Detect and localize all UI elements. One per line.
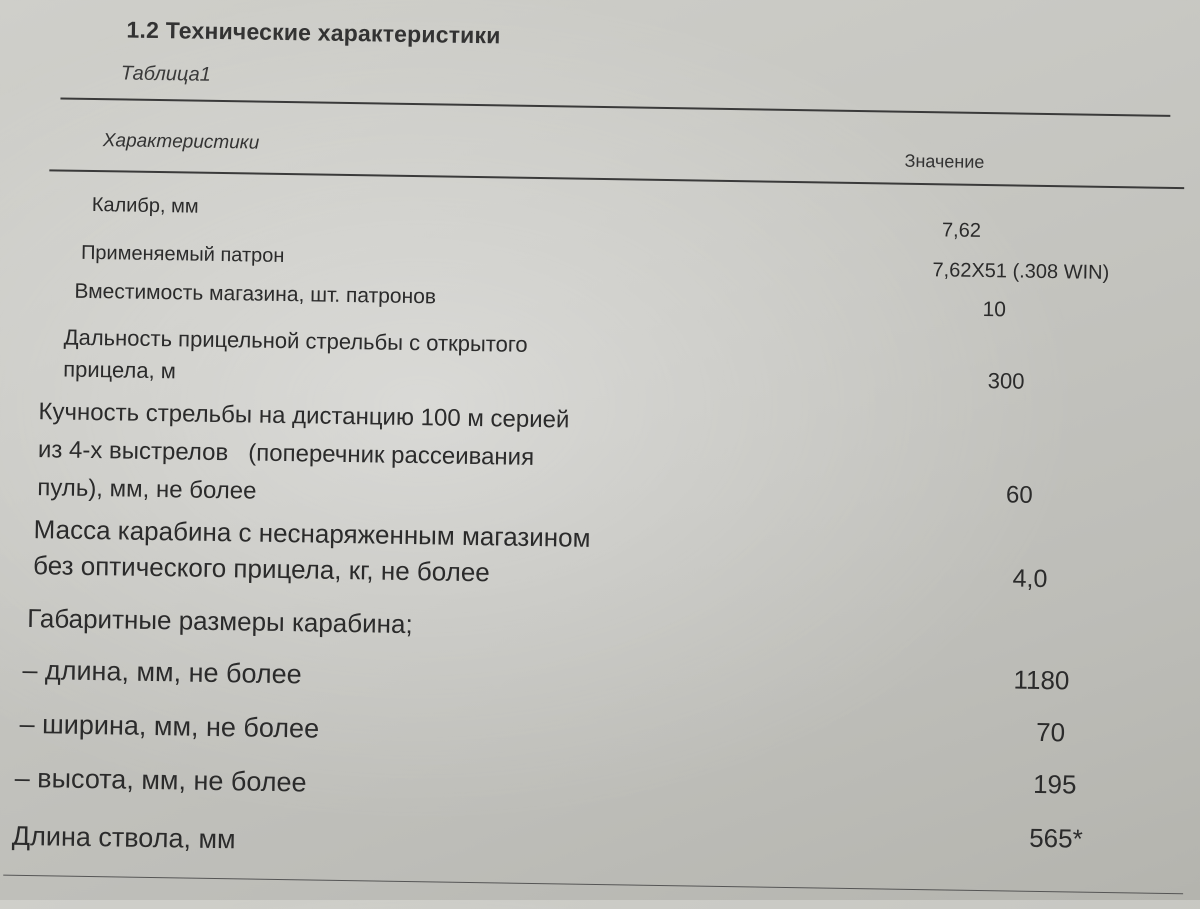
table-header-rule [49, 169, 1184, 189]
row-magazine-value: 10 [982, 297, 1007, 322]
section-title: 1.2 Технические характеристики [126, 16, 501, 49]
row-caliber-name: Калибр, мм [91, 193, 199, 218]
table-top-rule [60, 97, 1170, 116]
row-caliber-value: 7,62 [941, 219, 982, 242]
row-barrel-length-name: Длина ствола, мм [11, 820, 236, 855]
row-barrel-length-value: 565* [1028, 822, 1083, 854]
row-range-value: 300 [987, 368, 1025, 394]
row-mass-name-line: без оптического прицела, кг, не более [32, 550, 491, 588]
row-range-name-line: прицела, м [63, 356, 177, 384]
row-accuracy-name [37, 393, 570, 515]
table-caption: Таблица1 [120, 62, 212, 86]
row-length-name: – длина, мм, не более [22, 654, 302, 690]
row-dimensions-name: Габаритные размеры карабина; [27, 603, 413, 640]
row-mass-value: 4,0 [1012, 564, 1048, 594]
row-range-name [63, 322, 528, 393]
row-height-value: 195 [1032, 768, 1077, 800]
row-length-value: 1180 [1013, 664, 1070, 696]
row-accuracy-name-line: из 4-х выстрелов (поперечник рассеивания [37, 436, 535, 471]
row-mass-name-line: Масса карабина с неснаряженным магазином [33, 514, 591, 553]
row-width-name: – ширина, мм, не более [19, 708, 320, 744]
row-cartridge-name: Применяемый патрон [80, 241, 285, 268]
row-accuracy-value: 60 [1005, 481, 1033, 509]
header-characteristics: Характеристики [102, 130, 260, 154]
table-bottom-rule [3, 875, 1183, 895]
row-magazine-name: Вместимость магазина, шт. патронов [74, 279, 437, 309]
row-cartridge-value: 7,62X51 (.308 WIN) [932, 259, 1110, 284]
row-accuracy-name-line: пуль), мм, не более [37, 474, 257, 505]
row-range-name-line: Дальность прицельной стрельбы с открытого [63, 324, 528, 357]
row-width-value: 70 [1035, 716, 1066, 748]
row-mass-name [33, 511, 591, 592]
header-value: Значение [904, 150, 985, 173]
row-height-name: – высота, мм, не более [14, 762, 307, 798]
row-accuracy-name-line: Кучность стрельбы на дистанцию 100 м серией [38, 398, 570, 434]
